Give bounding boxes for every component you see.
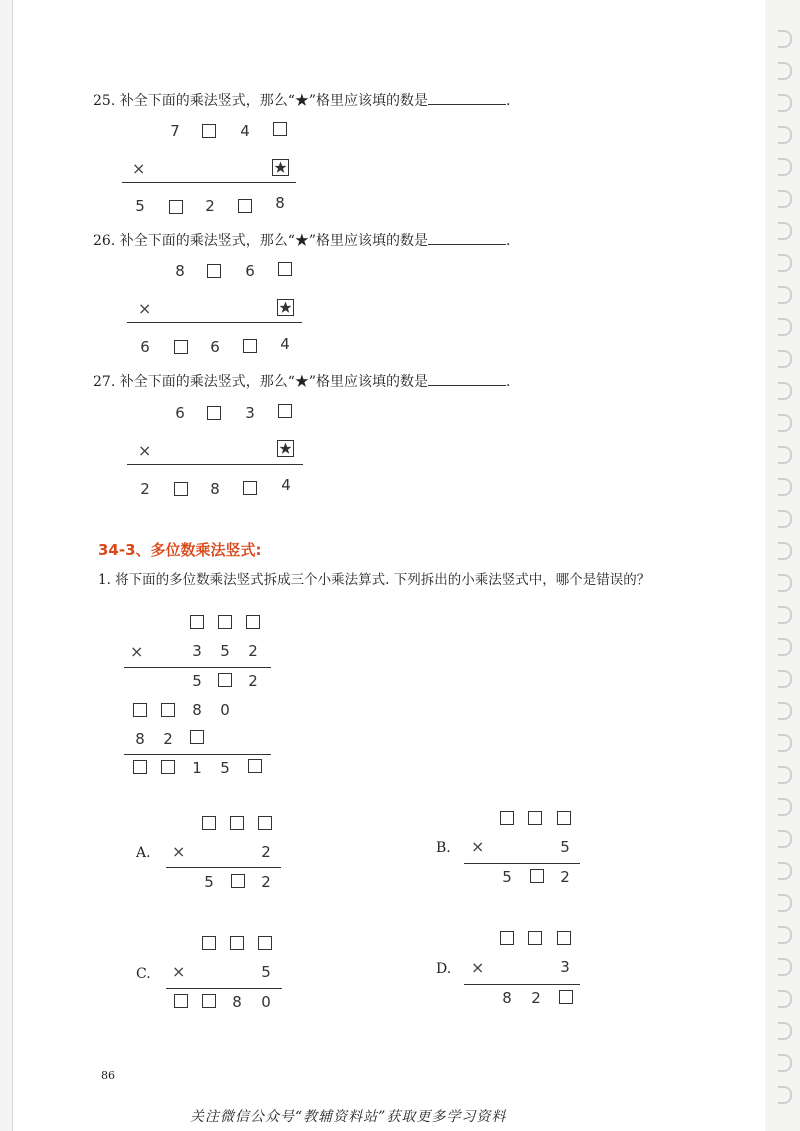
empty-box	[246, 615, 260, 629]
binding-ring	[778, 798, 792, 816]
binding-ring	[778, 414, 792, 432]
option-label: C.	[136, 966, 151, 982]
digit: 2	[531, 989, 541, 1007]
result-line	[124, 754, 271, 755]
digit: 3	[245, 404, 255, 422]
binding-ring	[778, 542, 792, 560]
binding-ring	[778, 862, 792, 880]
empty-box	[161, 760, 175, 774]
empty-box	[500, 811, 514, 825]
star-icon	[279, 301, 292, 314]
result-line	[166, 867, 281, 868]
digit: 8	[192, 701, 202, 719]
binding-ring	[778, 1054, 792, 1072]
empty-box	[218, 615, 232, 629]
question-27-text	[93, 371, 511, 391]
empty-box	[530, 869, 544, 883]
answer-blank[interactable]	[428, 232, 506, 245]
binding-ring	[778, 318, 792, 336]
empty-box	[278, 404, 292, 418]
digit: 2	[560, 868, 570, 886]
empty-box	[528, 811, 542, 825]
binding-ring	[778, 734, 792, 752]
option-label: B.	[436, 840, 451, 856]
star-icon	[279, 442, 292, 455]
digit: 6	[140, 338, 150, 356]
empty-box	[273, 122, 287, 136]
digit: 8	[175, 262, 185, 280]
page-number: 86	[101, 1069, 115, 1082]
binding-ring	[778, 702, 792, 720]
binding-ring	[778, 958, 792, 976]
empty-box	[174, 482, 188, 496]
digit: 5	[220, 642, 230, 660]
empty-box	[243, 481, 257, 495]
empty-box	[230, 816, 244, 830]
binding-ring	[778, 894, 792, 912]
digit: 0	[261, 993, 271, 1011]
binding-ring	[778, 606, 792, 624]
binding-ring	[778, 190, 792, 208]
digit: 2	[163, 730, 173, 748]
question-prompt: 补全下面的乘法竖式，那么“★”格里应该填的数是	[119, 93, 429, 109]
result-line	[464, 984, 580, 985]
digit: 0	[220, 701, 230, 719]
empty-box	[133, 703, 147, 717]
empty-box	[207, 406, 221, 420]
binding-ring	[778, 382, 792, 400]
question-number: 27.	[93, 374, 116, 390]
digit: 3	[560, 958, 570, 976]
digit: 3	[192, 642, 202, 660]
question-end: .	[506, 233, 511, 249]
empty-box	[133, 760, 147, 774]
section-title: 34-3、多位数乘法竖式:	[98, 541, 262, 559]
digit: 2	[261, 843, 271, 861]
result-line	[127, 322, 302, 323]
star-icon	[274, 161, 287, 174]
result-line	[127, 464, 303, 465]
digit: 2	[248, 672, 258, 690]
digit: 5	[135, 197, 145, 215]
binding-ring	[778, 94, 792, 112]
binding-ring	[778, 62, 792, 80]
question-26-text	[93, 230, 511, 250]
empty-box	[258, 816, 272, 830]
binding-ring	[778, 446, 792, 464]
binding-ring	[778, 830, 792, 848]
empty-box	[207, 264, 221, 278]
empty-box	[202, 124, 216, 138]
empty-box	[190, 615, 204, 629]
question-number: 26.	[93, 233, 116, 249]
digit: 1	[192, 759, 202, 777]
digit: 5	[204, 873, 214, 891]
star-box	[277, 440, 294, 457]
empty-box	[500, 931, 514, 945]
result-line	[122, 182, 296, 183]
empty-box	[557, 811, 571, 825]
footer-note: 关注微信公众号“教辅资料站”获取更多学习资料	[190, 1109, 507, 1125]
empty-box	[174, 340, 188, 354]
empty-box	[243, 339, 257, 353]
binding-ring	[778, 574, 792, 592]
digit: 5	[192, 672, 202, 690]
empty-box	[557, 931, 571, 945]
digit: 2	[205, 197, 215, 215]
digit: 2	[261, 873, 271, 891]
binding-ring	[778, 222, 792, 240]
digit: 7	[170, 122, 180, 140]
times-sign: ×	[172, 962, 186, 981]
times-sign: ×	[172, 842, 186, 861]
result-line	[166, 988, 282, 989]
empty-box	[202, 936, 216, 950]
question-end: .	[506, 374, 511, 390]
digit: 4	[240, 122, 250, 140]
empty-box	[559, 990, 573, 1004]
empty-box	[528, 931, 542, 945]
digit: 8	[502, 989, 512, 1007]
digit: 5	[560, 838, 570, 856]
binding-ring	[778, 286, 792, 304]
binding-ring	[778, 30, 792, 48]
digit: 6	[175, 404, 185, 422]
digit: 8	[232, 993, 242, 1011]
binding-ring	[778, 158, 792, 176]
binding-ring	[778, 766, 792, 784]
digit: 6	[245, 262, 255, 280]
digit: 2	[248, 642, 258, 660]
digit: 5	[261, 963, 271, 981]
question-prompt: 补全下面的乘法竖式，那么“★”格里应该填的数是	[119, 374, 429, 390]
question-number: 25.	[93, 93, 116, 109]
result-line	[464, 863, 580, 864]
answer-blank[interactable]	[428, 373, 506, 386]
empty-box	[218, 673, 232, 687]
digit: 8	[135, 730, 145, 748]
empty-box	[161, 703, 175, 717]
times-sign: ×	[138, 299, 152, 318]
binding-ring	[778, 1086, 792, 1104]
binding-ring	[778, 1022, 792, 1040]
star-box	[277, 299, 294, 316]
times-sign: ×	[471, 958, 485, 977]
digit: 8	[275, 194, 285, 212]
binding-ring	[778, 478, 792, 496]
empty-box	[202, 816, 216, 830]
binding-ring	[778, 350, 792, 368]
option-label: A.	[136, 845, 151, 861]
option-label: D.	[436, 961, 452, 977]
times-sign: ×	[471, 837, 485, 856]
page	[12, 0, 765, 1131]
answer-blank[interactable]	[428, 92, 506, 105]
binding-ring	[778, 126, 792, 144]
empty-box	[278, 262, 292, 276]
digit: 2	[140, 480, 150, 498]
result-line	[124, 667, 271, 668]
digit: 5	[220, 759, 230, 777]
binding-ring	[778, 926, 792, 944]
binding-ring	[778, 510, 792, 528]
empty-box	[230, 936, 244, 950]
binding-ring	[778, 254, 792, 272]
empty-box	[169, 200, 183, 214]
empty-box	[231, 874, 245, 888]
binding-ring	[778, 638, 792, 656]
digit: 4	[280, 335, 290, 353]
times-sign: ×	[132, 159, 146, 178]
times-sign: ×	[130, 642, 144, 661]
question-25-text	[93, 90, 511, 110]
digit: 6	[210, 338, 220, 356]
problem-1-text: 1. 将下面的多位数乘法竖式拆成三个小乘法算式. 下列拆出的小乘法竖式中，哪个是错误的？	[98, 572, 651, 588]
empty-box	[248, 759, 262, 773]
digit: 8	[210, 480, 220, 498]
question-prompt: 补全下面的乘法竖式，那么“★”格里应该填的数是	[119, 233, 429, 249]
digit: 5	[502, 868, 512, 886]
empty-box	[258, 936, 272, 950]
binding-ring	[778, 990, 792, 1008]
times-sign: ×	[138, 441, 152, 460]
digit: 4	[281, 476, 291, 494]
star-box	[272, 159, 289, 176]
empty-box	[190, 730, 204, 744]
question-end: .	[506, 93, 511, 109]
empty-box	[238, 199, 252, 213]
binding-ring	[778, 670, 792, 688]
empty-box	[174, 994, 188, 1008]
empty-box	[202, 994, 216, 1008]
